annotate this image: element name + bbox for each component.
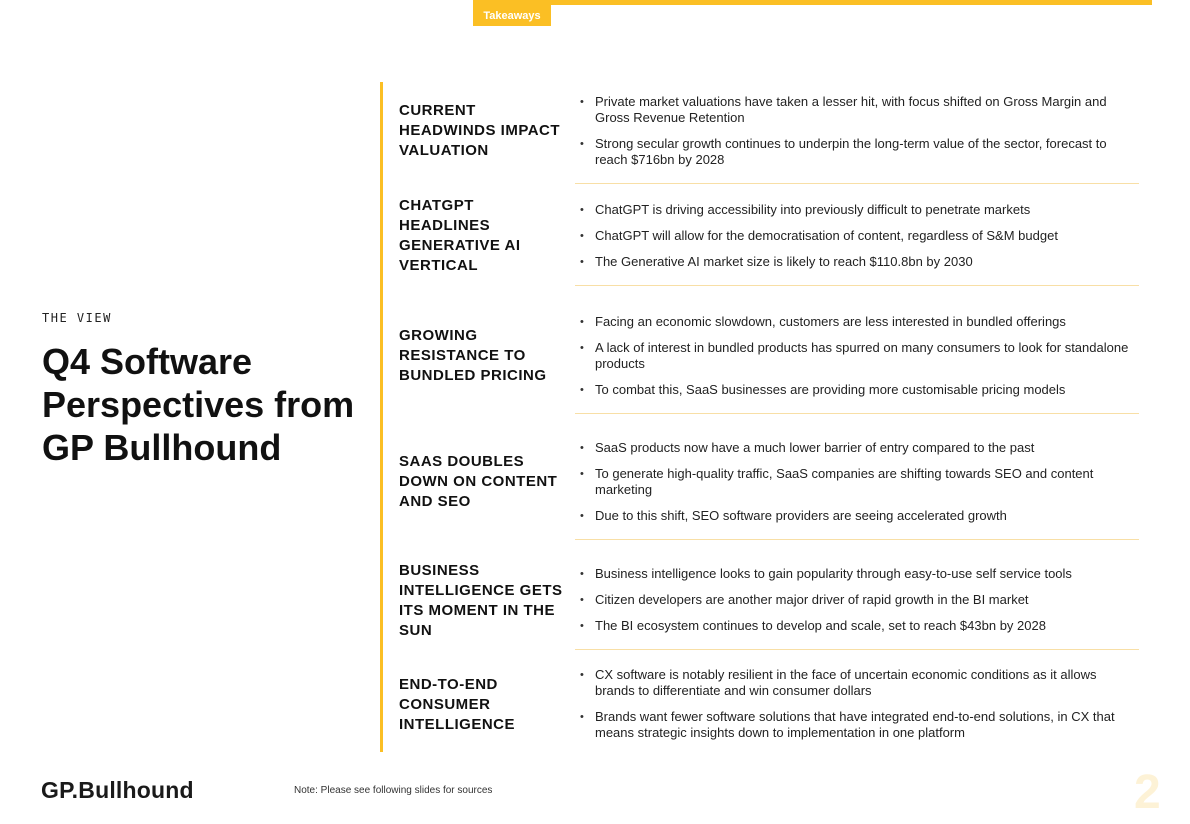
bullet-item: • ChatGPT is driving accessibility into previously difficult to penetrate markets: [575, 202, 1139, 218]
bullet-item: • Strong secular growth continues to underpin the long-term value of the sector, forecast to reach $716bn by 2028: [575, 136, 1139, 168]
bullet-item: • A lack of interest in bundled products has spurred on many consumers to look for standalone products: [575, 340, 1139, 372]
takeaway-row: [399, 82, 1139, 180]
page-title: Q4 Software Perspectives from GP Bullhound: [42, 341, 355, 468]
takeaways-list: [399, 82, 1139, 752]
takeaway-bullets: [575, 425, 1139, 540]
sources-note: Note: Please see following slides for sources: [294, 785, 493, 796]
takeaway-bullets: [575, 187, 1139, 286]
takeaway-bullets: [575, 551, 1139, 650]
takeaway-heading: CHATGPT HEADLINES GENERATIVE AI VERTICAL: [399, 197, 521, 274]
bullet-item: • To generate high-quality traffic, SaaS companies are shifting towards SEO and content marketing: [575, 466, 1139, 498]
takeaway-heading: END-TO-END CONSUMER INTELLIGENCE: [399, 675, 516, 733]
takeaway-row: [399, 657, 1139, 752]
takeaway-bullets: [575, 299, 1139, 414]
bullet-item: • Business intelligence looks to gain popularity through easy-to-use self service tools: [575, 566, 1139, 582]
gp-bullhound-logo: GP.Bullhound: [41, 777, 194, 803]
takeaway-heading: CURRENT HEADWINDS IMPACT VALUATION: [399, 102, 561, 159]
bullet-item: • Private market valuations have taken a lesser hit, with focus shifted on Gross Margin and Gross Revenue Retention: [575, 94, 1139, 126]
accent-divider: [380, 82, 383, 752]
takeaway-row: [399, 420, 1139, 544]
bullet-item: • The Generative AI market size is likely to reach $110.8bn by 2030: [575, 254, 1139, 270]
bullet-item: • ChatGPT will allow for the democratisation of content, regardless of S&M budget: [575, 228, 1139, 244]
bullet-item: • Citizen developers are another major driver of rapid growth in the BI market: [575, 592, 1139, 608]
takeaway-row: [399, 292, 1139, 420]
bullet-item: • Due to this shift, SEO software providers are seeing accelerated growth: [575, 508, 1139, 524]
takeaway-row: [399, 180, 1139, 292]
bullet-item: • Facing an economic slowdown, customers are less interested in bundled offerings: [575, 314, 1139, 330]
bullet-item: • Brands want fewer software solutions that have integrated end-to-end solutions, in CX that means strategic insights down to implementation in one platform: [575, 709, 1139, 741]
takeaway-heading: GROWING RESISTANCE TO BUNDLED PRICING: [399, 327, 547, 384]
bullet-item: • SaaS products now have a much lower barrier of entry compared to the past: [575, 440, 1139, 456]
top-accent-bar: [473, 0, 1152, 5]
page-number: 2: [1134, 766, 1161, 819]
takeaway-bullets: [575, 79, 1139, 184]
bullet-item: • To combat this, SaaS businesses are providing more customisable pricing models: [575, 382, 1139, 398]
bullet-item: • The BI ecosystem continues to develop and scale, set to reach $43bn by 2028: [575, 618, 1139, 634]
takeaway-row: [399, 544, 1139, 657]
bullet-item: • CX software is notably resilient in the face of uncertain economic conditions as it allows brands to differentiate and win consumer dollars: [575, 667, 1139, 699]
takeaway-heading: BUSINESS INTELLIGENCE GETS ITS MOMENT IN THE SUN: [399, 561, 563, 639]
section-eyebrow: THE VIEW: [42, 311, 112, 325]
takeaways-tab: Takeaways: [473, 5, 551, 26]
takeaway-heading: SAAS DOUBLES DOWN ON CONTENT AND SEO: [399, 453, 558, 510]
takeaway-bullets: [575, 652, 1139, 757]
